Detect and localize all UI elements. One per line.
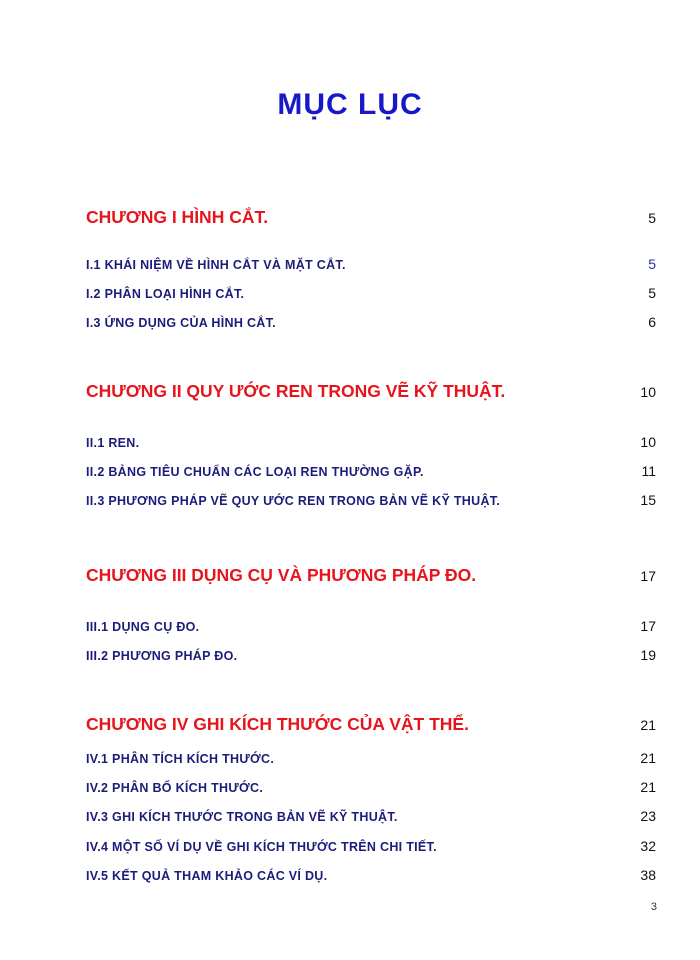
section-page-number: 11 xyxy=(641,463,656,479)
section-page-number: 6 xyxy=(648,314,656,330)
section-title: III.1 DỤNG CỤ ĐO. xyxy=(86,620,200,634)
section-page-number: 10 xyxy=(640,434,656,450)
section-title: IV.1 PHÂN TÍCH KÍCH THƯỚC. xyxy=(86,752,275,766)
section-page-number: 15 xyxy=(640,492,656,508)
section-page-number: 38 xyxy=(640,867,656,883)
section-page-number: 17 xyxy=(640,618,656,634)
chapter-page-number: 17 xyxy=(640,568,656,584)
section-title: IV.5 KẾT QUẢ THAM KHẢO CÁC VÍ DỤ. xyxy=(86,869,328,883)
section-page-number: 19 xyxy=(640,647,656,663)
section-page-number: 21 xyxy=(640,779,656,795)
page-number: 3 xyxy=(650,901,657,913)
section-title: III.2 PHƯƠNG PHÁP ĐO. xyxy=(86,649,238,663)
chapter-page-number: 21 xyxy=(640,717,656,733)
section-page-number: 32 xyxy=(640,838,656,854)
chapter-title: CHƯƠNG III DỤNG CỤ VÀ PHƯƠNG PHÁP ĐO. xyxy=(86,565,477,585)
section-title: I.2 PHÂN LOẠI HÌNH CẮT. xyxy=(86,287,245,301)
section-title: IV.4 MỘT SỐ VÍ DỤ VỀ GHI KÍCH THƯỚC TRÊN CHI TIẾT. xyxy=(86,840,437,854)
section-title: I.3 ỨNG DỤNG CỦA HÌNH CẮT. xyxy=(86,316,276,330)
section-title: II.2 BẢNG TIÊU CHUẨN CÁC LOẠI REN THƯỜNG GẶP. xyxy=(86,465,424,479)
chapter-page-number: 10 xyxy=(640,384,656,400)
section-title: I.1 KHÁI NIỆM VỀ HÌNH CẮT VÀ MẶT CẮT. xyxy=(86,258,346,272)
chapter-title: CHƯƠNG II QUY ƯỚC REN TRONG VẼ KỸ THUẬT. xyxy=(86,381,506,401)
chapter-title: CHƯƠNG IV GHI KÍCH THƯỚC CỦA VẬT THỂ. xyxy=(86,714,469,734)
chapter-page-number: 5 xyxy=(648,210,656,226)
section-title: II.3 PHƯƠNG PHÁP VẼ QUY ƯỚC REN TRONG BẢN VẼ KỸ THUẬT. xyxy=(86,494,501,508)
page-title: MỤC LỤC xyxy=(277,88,423,121)
section-page-number: 5 xyxy=(648,256,656,272)
section-title: IV.3 GHI KÍCH THƯỚC TRONG BẢN VẼ KỸ THUẬT. xyxy=(86,810,398,824)
section-page-number: 5 xyxy=(648,285,656,301)
section-page-number: 21 xyxy=(640,750,656,766)
section-title: IV.2 PHÂN BỐ KÍCH THƯỚC. xyxy=(86,781,264,795)
section-page-number: 23 xyxy=(640,808,656,824)
section-title: II.1 REN. xyxy=(86,436,140,450)
chapter-title: CHƯƠNG I HÌNH CẮT. xyxy=(86,207,269,227)
